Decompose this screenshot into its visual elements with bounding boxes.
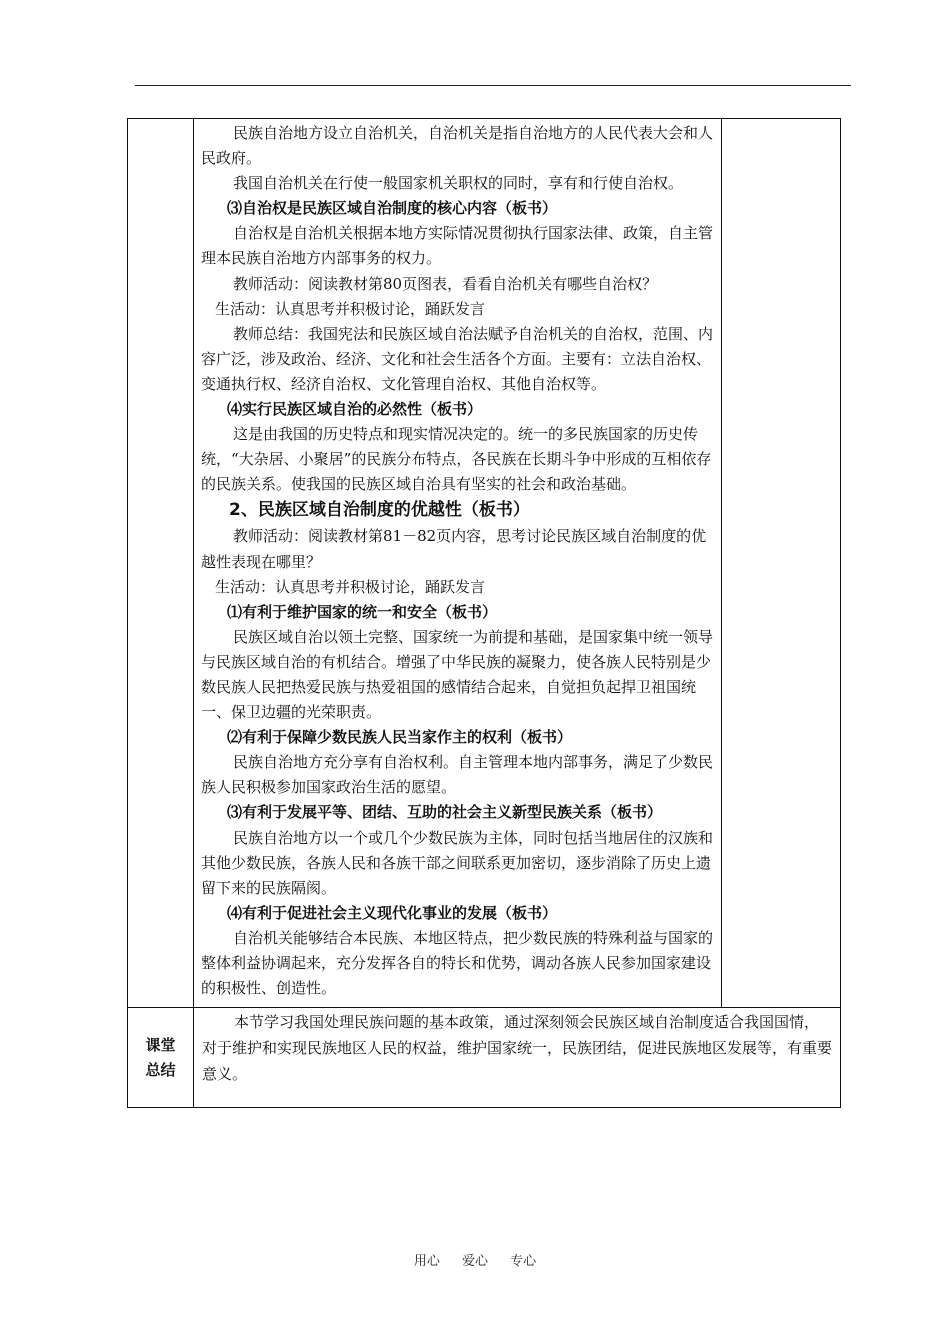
summary-row [128,1008,841,1108]
content-row [128,119,841,1008]
paragraph: 这是由我国的历史特点和现实情况决定的。统一的多民族国家的历史传统，“大杂居、小聚居”的民族分布特点，各民族在长期斗争中形成的互相依存的民族关系。使我国的民族区域自治具有坚实的社会和政治基础。 [201,425,712,494]
paragraph: 生活动：认真思考并积极讨论，踊跃发言 [215,299,486,318]
teaching-content-cell [194,119,722,1008]
summary-label-line2: 总结 [145,1060,176,1079]
page-footer [0,1250,950,1269]
summary-content-cell [194,1008,841,1108]
lesson-plan-table [127,118,841,1108]
summary-label-line1: 课堂 [145,1035,176,1054]
paragraph: 民族自治地方设立自治机关，自治机关是指自治地方的人民代表大会和人民政府。 [201,124,714,168]
footer-word: 用心 [413,1254,440,1269]
paragraph: 民族区域自治以领土完整、国家统一为前提和基础，是国家集中统一领导与民族区域自治的有机结合。增强了中华民族的凝聚力，使各族人民特别是少数民族人民把热爱民族与热爱祖国的感情结合起来，自觉担负起捍卫祖国统一、保卫边疆的光荣职责。 [201,627,714,722]
paragraph: 民族自治地方以一个或几个少数民族为主体，同时包括当地居住的汉族和其他少数民族，各族人民和各族干部之间联系更加密切，逐步消除了历史上遗留下来的民族隔阂。 [201,828,714,897]
header-rule [135,85,851,86]
paragraph: 教师活动：阅读教材第80页图表，看看自治机关有哪些自治权？ [233,274,658,293]
paragraph: 生活动：认真思考并积极讨论，踊跃发言 [215,577,486,596]
paragraph: 自治机关能够结合本民族、本地区特点，把少数民族的特殊利益与国家的整体利益协调起来，充分发挥各自的特长和优势，调动各族人民参加国家建设的积极性、创造性。 [201,928,714,998]
paragraph: 我国自治机关在行使一般国家机关职权的同时，享有和行使自治权。 [233,174,684,193]
section-heading: 2、民族区域自治制度的优越性（板书） [229,500,530,521]
section-heading: ⑴有利于维护国家的统一和安全（板书） [227,602,498,621]
summary-label [128,1008,194,1108]
section-heading: ⑶有利于发展平等、团结、互助的社会主义新型民族关系（板书） [227,803,663,822]
footer-word: 专心 [510,1254,537,1269]
notes-cell-empty [722,119,841,1008]
section-heading: ⑶自治权是民族区域自治制度的核心内容（板书） [227,199,558,218]
section-heading: ⑷实行民族区域自治的必然性（板书） [227,400,483,419]
footer-word: 爱心 [461,1254,488,1269]
paragraph: 民族自治地方充分享有自治权利。自主管理本地内部事务，满足了少数民族人民积极参加国家政治生活的愿望。 [201,753,714,797]
section-heading: ⑷有利于促进社会主义现代化事业的发展（板书） [227,903,558,922]
section-heading: ⑵有利于保障少数民族人民当家作主的权利（板书） [227,728,573,747]
paragraph: 自治权是自治机关根据本地方实际情况贯彻执行国家法律、政策，自主管理本民族自治地方内部事务的权力。 [201,224,714,268]
paragraph: 教师总结：我国宪法和民族区域自治法赋予自治机关的自治权，范围、内容广泛，涉及政治、经济、文化和社会生活各个方面。主要有：立法自治权、变通执行权、经济自治权、文化管理自治权、其他自治权等。 [201,324,714,393]
label-cell-empty [128,119,194,1008]
paragraph: 教师活动：阅读教材第81－82页内容，思考讨论民族区域自治制度的优越性表现在哪里？ [201,527,707,571]
summary-text: 本节学习我国处理民族问题的基本政策，通过深刻领会民族区域自治制度适合我国国情，对于维护和实现民族地区人民的权益，维护国家统一，民族团结，促进民族地区发展等，有重要意义。 [202,1013,833,1084]
